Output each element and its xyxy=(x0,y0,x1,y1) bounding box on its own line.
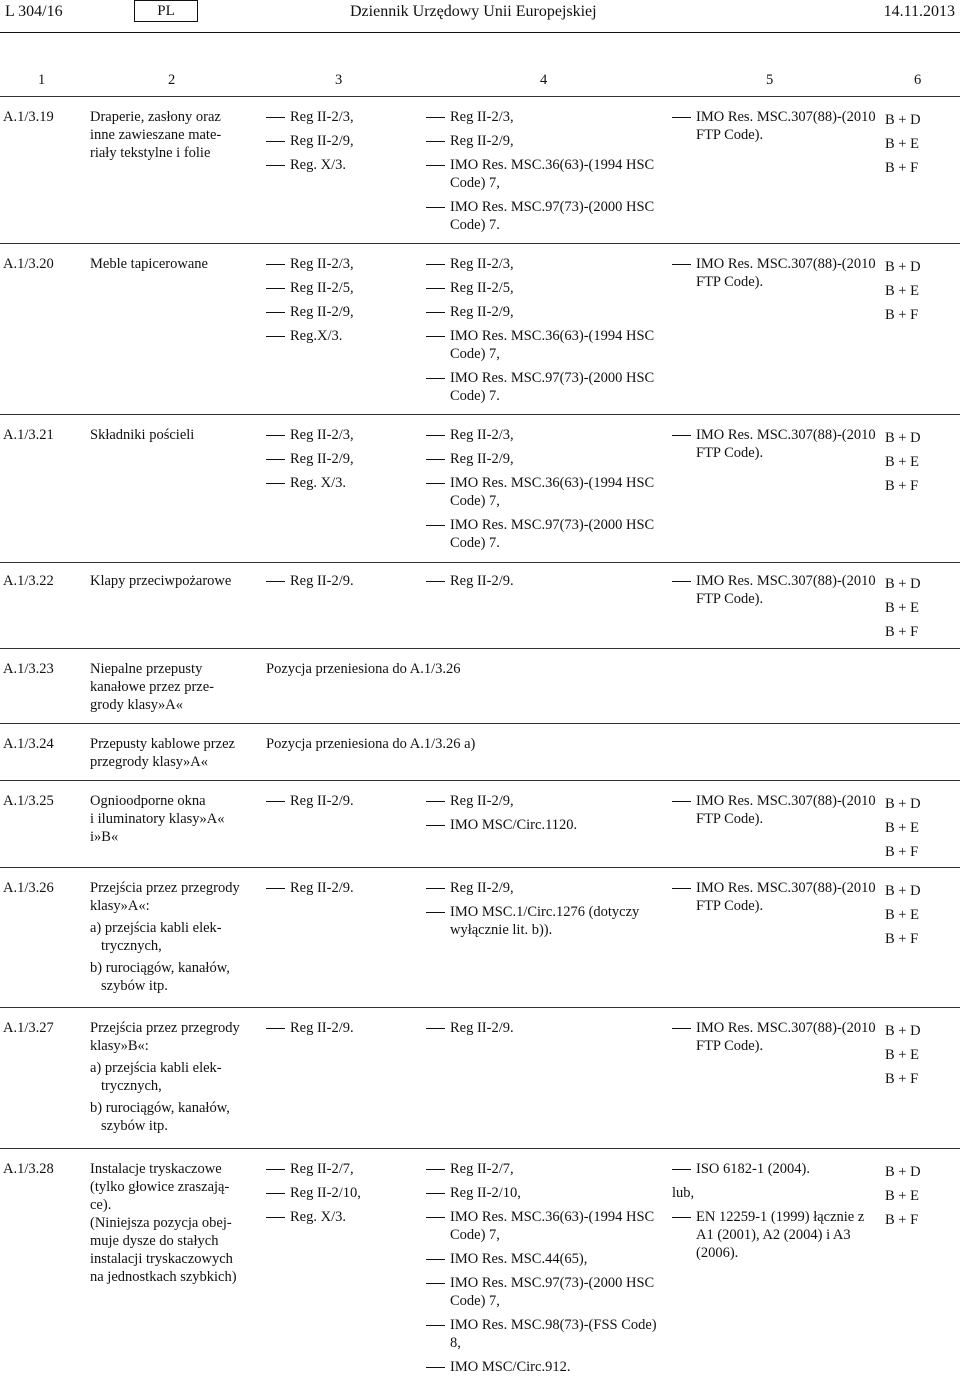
sub-item: b) rurociągów, kanałów, szybów itp. xyxy=(90,960,230,994)
row-id: A.1/3.21 xyxy=(3,427,54,443)
regulation-list: Reg II-2/3, Reg II-2/5, Reg II-2/9, Reg.X/3. xyxy=(266,255,416,351)
test-standard: IMO Res. MSC.307(88)-(2010 FTP Code). xyxy=(672,426,880,468)
regulation-list: Reg II-2/3, Reg II-2/9, Reg. X/3. xyxy=(266,108,416,180)
module-list: B + D B + E B + F xyxy=(885,430,921,494)
column-number: 3 xyxy=(335,72,343,88)
table-rule xyxy=(0,1007,960,1008)
row-id: A.1/3.20 xyxy=(3,256,54,272)
table-rule xyxy=(0,780,960,781)
table-rule xyxy=(0,867,960,868)
sub-item: a) przejścia kabli elek-trycznych, xyxy=(90,1060,222,1094)
requirement-list: Reg II-2/9. xyxy=(426,1019,666,1043)
table-rule xyxy=(0,414,960,415)
table-rule xyxy=(0,1148,960,1149)
requirement-list: Reg II-2/9, IMO MSC/Circ.1120. xyxy=(426,792,666,840)
header-rule xyxy=(0,32,960,33)
test-standard: IMO Res. MSC.307(88)-(2010 FTP Code). xyxy=(672,879,880,921)
row-name: Klapy przeciwpożarowe xyxy=(90,573,232,589)
row-id: A.1/3.26 xyxy=(3,880,54,896)
test-standard: IMO Res. MSC.307(88)-(2010 FTP Code). xyxy=(672,1019,880,1061)
column-header-row xyxy=(0,72,960,92)
regulation-list: Reg II-2/9. xyxy=(266,792,416,816)
sub-item: b) rurociągów, kanałów, szybów itp. xyxy=(90,1100,230,1134)
row-name: Niepalne przepusty kanałowe przez prze- grody klasy»A« xyxy=(90,661,214,713)
transfer-note: Pozycja przeniesiona do A.1/3.26 a) xyxy=(266,736,476,752)
publication-date: 14.11.2013 xyxy=(883,3,955,20)
page-number: L 304/16 xyxy=(5,3,63,20)
row-id: A.1/3.19 xyxy=(3,109,54,125)
row-name: Przejścia przez przegrody klasy»B«: a) przejścia kabli elek-trycznych, b) rurociągów, kanałów, szybów itp. xyxy=(90,1019,258,1135)
regulation-list: Reg II-2/9. xyxy=(266,879,416,903)
language-badge: PL xyxy=(134,0,198,22)
column-number: 4 xyxy=(540,72,548,88)
row-name: Meble tapicerowane xyxy=(90,256,208,272)
requirement-list: Reg II-2/3, Reg II-2/5, Reg II-2/9, IMO Res. MSC.36(63)-(1994 HSC Code) 7, IMO Res. MSC.97(73)-(2000 HSC Code) 7. xyxy=(426,255,666,411)
page-header xyxy=(0,0,960,32)
module-list: B + D B + E B + F xyxy=(885,1164,921,1228)
row-id: A.1/3.24 xyxy=(3,736,54,752)
row-id: A.1/3.25 xyxy=(3,793,54,809)
column-number: 1 xyxy=(38,72,46,88)
test-standard: IMO Res. MSC.307(88)-(2010 FTP Code). xyxy=(672,255,880,297)
column-number: 2 xyxy=(168,72,176,88)
module-list: B + D B + E B + F xyxy=(885,883,921,947)
module-list: B + D B + E B + F xyxy=(885,112,921,176)
row-name: Ognioodporne okna i iluminatory klasy»A« i»B« xyxy=(90,793,225,845)
table-rule xyxy=(0,562,960,563)
row-name: Przepusty kablowe przez przegrody klasy»A« xyxy=(90,736,235,770)
regulation-list: Reg II-2/7, Reg II-2/10, Reg. X/3. xyxy=(266,1160,416,1232)
table-rule xyxy=(0,243,960,244)
requirement-list: Reg II-2/9. xyxy=(426,572,666,596)
module-list: B + D B + E B + F xyxy=(885,796,921,860)
requirement-list: Reg II-2/3, Reg II-2/9, IMO Res. MSC.36(63)-(1994 HSC Code) 7, IMO Res. MSC.97(73)-(2000 HSC Code) 7. xyxy=(426,108,666,240)
row-id: A.1/3.22 xyxy=(3,573,54,589)
test-standard: IMO Res. MSC.307(88)-(2010 FTP Code). xyxy=(672,572,880,614)
row-id: A.1/3.23 xyxy=(3,661,54,677)
module-list: B + D B + E B + F xyxy=(885,576,921,640)
column-number: 5 xyxy=(766,72,774,88)
transfer-note: Pozycja przeniesiona do A.1/3.26 xyxy=(266,661,461,677)
table-rule xyxy=(0,96,960,97)
module-list: B + D B + E B + F xyxy=(885,1023,921,1087)
requirement-list: Reg II-2/3, Reg II-2/9, IMO Res. MSC.36(63)-(1994 HSC Code) 7, IMO Res. MSC.97(73)-(2000 HSC Code) 7. xyxy=(426,426,666,558)
regulation-list: Reg II-2/9. xyxy=(266,1019,416,1043)
row-name: Składniki pościeli xyxy=(90,427,195,443)
row-name: Instalacje tryskaczowe (tylko głowice zraszają- ce). (Niniejsza pozycja obej- muje dysze do stałych instalacji tryskaczowych na jednostkach szybkich) xyxy=(90,1161,237,1285)
regulation-list: Reg II-2/3, Reg II-2/9, Reg. X/3. xyxy=(266,426,416,498)
test-standard: IMO Res. MSC.307(88)-(2010 FTP Code). xyxy=(672,792,880,834)
sub-item: a) przejścia kabli elek-trycznych, xyxy=(90,920,222,954)
row-id: A.1/3.27 xyxy=(3,1020,54,1036)
test-standard: IMO Res. MSC.307(88)-(2010 FTP Code). xyxy=(672,108,880,150)
column-number: 6 xyxy=(914,72,922,88)
requirement-list: Reg II-2/9, IMO MSC.1/Circ.1276 (dotyczy wyłącznie lit. b)). xyxy=(426,879,666,945)
module-list: B + D B + E B + F xyxy=(885,259,921,323)
row-id: A.1/3.28 xyxy=(3,1161,54,1177)
row-name: Przejścia przez przegrody klasy»A«: a) przejścia kabli elek-trycznych, b) rurociągów, kanałów, szybów itp. xyxy=(90,879,258,995)
table-rule xyxy=(0,648,960,649)
requirement-list: Reg II-2/7, Reg II-2/10, IMO Res. MSC.36(63)-(1994 HSC Code) 7, IMO Res. MSC.44(65), IMO Res. MSC.97(73)-(2000 HSC Code) 7, IMO Res. MSC.98(73)-(FSS Code) 8, IMO MSC/Circ.912. xyxy=(426,1160,666,1382)
test-standard: ISO 6182-1 (2004). lub, EN 12259-1 (1999) łącznie z A1 (2001), A2 (2004) i A3 (2006). xyxy=(672,1160,880,1268)
table-rule xyxy=(0,723,960,724)
journal-title: Dziennik Urzędowy Unii Europejskiej xyxy=(350,3,597,20)
row-name: Draperie, zasłony oraz inne zawieszane mate- riały tekstylne i folie xyxy=(90,109,222,161)
regulation-list: Reg II-2/9. xyxy=(266,572,416,596)
